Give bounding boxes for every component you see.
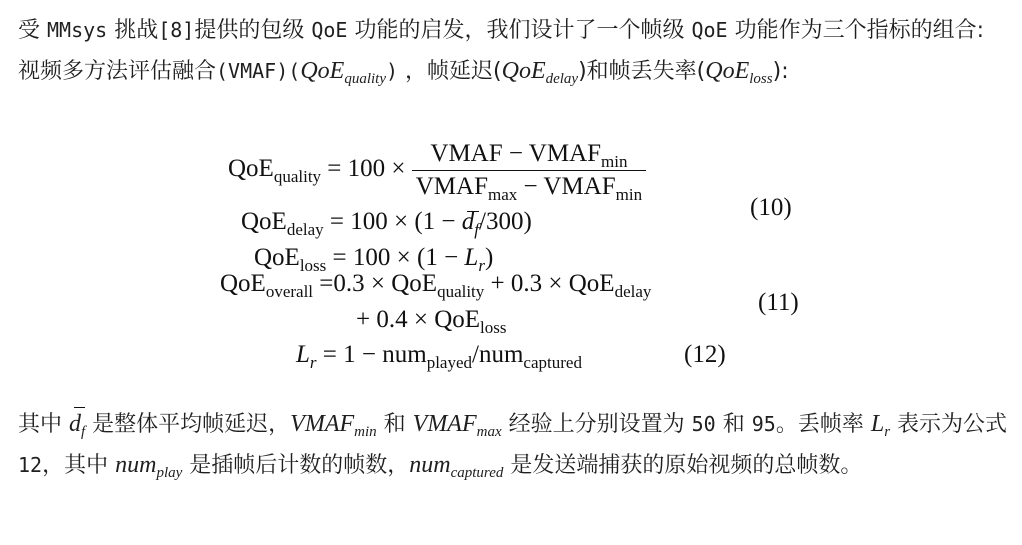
symbol-sub: min [354,424,377,440]
text: ，其中 [42,453,116,478]
symbol-base: VMAF [412,411,477,437]
eq-lhs: QoE [254,244,300,271]
paren: ( [288,59,301,83]
symbol-base: L [464,244,479,271]
symbol-sub: f [81,424,86,440]
symbol-base: QoE [705,58,750,84]
symbol-sub: captured [450,465,504,481]
equation-ref-12: 12 [18,453,43,477]
paren: ) [385,59,399,83]
equation-qoe-delay [241,208,532,239]
eq-text: ) [484,244,494,271]
eq-lhs: QoE [241,208,287,235]
equation-number-10: (10) [750,194,792,221]
text: ): [772,59,789,84]
equation-number-11: (11) [758,289,799,316]
eq-sub: captured [523,353,582,372]
equation-qoe-loss [254,244,494,275]
qoe-delay-symbol [501,58,579,87]
qoe-loss-symbol [705,58,773,87]
den-sub: max [488,185,518,204]
symbol-base: QoE [300,58,345,84]
eq-lhs: QoE [228,155,274,183]
symbol-sub: delay [545,71,579,87]
vmaf-min-symbol [290,411,377,440]
text: 和 [715,412,752,437]
mean-delay-symbol [69,404,85,444]
eq-text: = 1 − num [316,341,427,368]
symbol-base: L [870,411,885,437]
num-play-symbol [115,452,183,481]
num-captured-symbol [409,452,504,481]
symbol-sub: r [884,424,891,440]
text: 经验上分别设置为 [501,412,692,437]
qoe-term: QoE [691,18,728,42]
vmaf-term: (VMAF) [216,59,289,83]
text: ，帧延迟( [398,59,502,84]
mean-delay-symbol [461,208,480,239]
symbol-sub: r [309,353,317,372]
eq-lhs-sub: loss [299,256,327,275]
text: 是插帧后计数的帧数， [182,453,410,478]
eq-text: + 0.4 × QoE [356,306,481,333]
qoe-quality-symbol [300,58,386,87]
den-text: VMAF [415,173,488,200]
eq-text: /num [472,341,524,368]
text: 和 [376,412,413,437]
symbol-sub: play [156,465,183,481]
explanation-paragraph [18,404,1008,486]
den-text: − VMAF [517,173,616,200]
eq-text: = 100 × (1 − [332,244,465,271]
eq-lhs-sub: overall [265,282,314,301]
eq-text: =0.3 × QoE [319,270,438,297]
text: 表示为公式 [890,412,1008,437]
eq-operator: = 100 × [327,155,406,183]
text: 是发送端捕获的原始视频的总帧数。 [503,453,863,478]
value-50: 50 [691,412,716,436]
symbol-sub: loss [749,71,773,87]
equation-number-12: (12) [684,341,726,368]
text: 其中 [18,412,69,437]
eq-text: + 0.3 × QoE [484,270,615,297]
num-text: VMAF − VMAF [430,140,602,167]
eq-sub: loss [480,318,507,337]
loss-rate-symbol [870,411,891,440]
equation-qoe-overall-cont [356,306,507,337]
value-95: 95 [751,412,776,436]
text: 是整体平均帧延迟， [85,412,291,437]
intro-paragraph [18,10,1008,92]
mmsys-term: MMsys [47,18,108,42]
eq-sub: delay [614,282,652,301]
symbol-sub: max [476,424,502,440]
text: 功能作为三个指标的组合: 视频多方法评估融合 [18,18,984,84]
text: 提供的包级 [194,18,312,43]
eq-text: = 100 × (1 − [329,208,462,235]
den-sub: min [615,185,643,204]
symbol-base: d [461,208,475,235]
symbol-base: L [296,341,310,368]
equation-qoe-quality [228,140,646,204]
fraction-denominator [412,171,646,204]
text: 挑战 [107,18,159,43]
symbol-base: VMAF [290,411,355,437]
text: 。丢帧率 [775,412,871,437]
symbol-base: num [409,452,451,478]
symbol-base: num [115,452,157,478]
eq-lhs: QoE [220,270,266,297]
text: 受 [18,18,47,43]
equation-qoe-overall [220,270,652,301]
symbol-sub: f [474,220,480,239]
eq-sub: quality [437,282,485,301]
equation-loss-rate [296,341,582,372]
fraction-numerator [412,140,646,171]
fraction [412,140,646,204]
text: 功能的启发，我们设计了一个帧级 [347,18,692,43]
eq-lhs-sub: quality [273,167,322,187]
qoe-term: QoE [311,18,348,42]
symbol-sub: quality [344,71,386,87]
eq-lhs-sub: delay [286,220,324,239]
symbol-base: d [69,411,81,437]
text: )和帧丢失率( [578,59,706,84]
symbol-sub: r [478,256,485,275]
eq-text: /300) [479,208,532,235]
num-sub: min [601,152,628,171]
vmaf-max-symbol [412,411,502,440]
symbol-base: QoE [501,58,546,84]
citation-link[interactable]: [8] [158,18,195,42]
eq-sub: played [426,353,473,372]
